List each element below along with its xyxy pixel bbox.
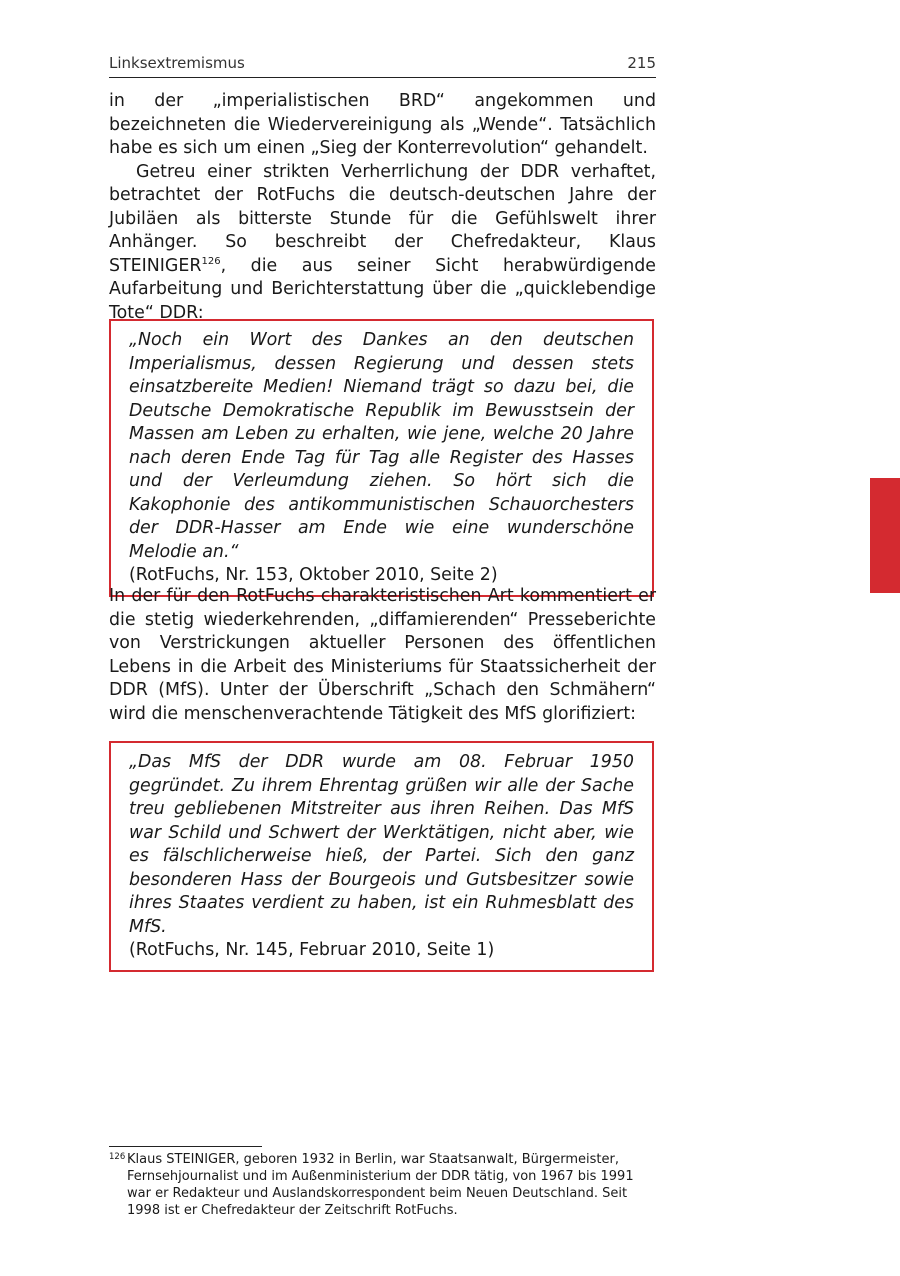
quote-box-2: [109, 741, 654, 972]
footnote-text: Klaus STEINIGER, geboren 1932 in Berlin, war Staatsanwalt, Bürgermeister, Fernsehjournalist und im Außenministerium der DDR tätig, von 1967 bis 1991 war er Redakteur und Auslandskorrespondent beim Neuen Deutschland. Seit 1998 ist er Chefredakteur der Zeitschrift RotFuchs.: [127, 1152, 634, 1218]
quote-box-1: [109, 319, 654, 597]
body-text-top: [109, 90, 656, 325]
quote-text: „Das MfS der DDR wurde am 08. Februar 1950 gegründet. Zu ihrem Ehrentag grüßen wir alle der Sache treu gebliebenen Mitstreiter aus ihren Reihen. Das MfS war Schild und Schwert der Werktätigen, nicht aber, wie es fälschlicherweise hieß, der Partei. Sich den ganz besonderen Hass der Bourgeois und Gutsbesitzer sowie ihres Staates verdient zu haben, ist ein Ruhmesblatt des MfS.: [129, 752, 634, 937]
footnote-reference[interactable]: 126: [201, 255, 221, 267]
page-number: 215: [627, 54, 656, 72]
footnote-number: 126: [109, 1152, 126, 1162]
footnote-rule: [109, 1146, 262, 1147]
running-head-title: Linksextremismus: [109, 54, 245, 72]
paragraph-continuation: in der „imperialistischen BRD“ angekommen und bezeichneten die Wiedervereinigung als „Wende“. Tatsächlich habe es sich um einen „Sieg der Konterrevolution“ gehandelt.: [109, 91, 656, 158]
quote-source: (RotFuchs, Nr. 153, Oktober 2010, Seite 2): [129, 565, 498, 585]
quote-text: „Noch ein Wort des Dankes an den deutschen Imperialismus, dessen Regierung und dessen stets einsatzbereite Medien! Niemand trägt so dazu bei, die Deutsche Demokratische Republik im Bewusstsein der Massen am Leben zu erhalten, wie jene, welche 20 Jahre nach deren Ende Tag für Tag alle Register des Hasses und der Verleumdung ziehen. So hört sich die Kakophonie des antikommunistischen Schauorchesters der DDR-Hasser am Ende wie eine wunderschöne Melodie an.“: [129, 330, 634, 562]
paragraph-steiniger-text-end: , die aus seiner Sicht herabwürdigende Aufarbeitung und Berichterstattung über die „quicklebendige Tote“ DDR:: [109, 255, 656, 323]
paragraph-mfs: In der für den RotFuchs charakteristischen Art kommentiert er die stetig wiederkehrenden, „diffamierenden“ Presseberichte von Verstrickungen aktueller Personen des öffentlichen Lebens in die Arbeit des Ministeriums für Staatssicherheit der DDR (MfS). Unter der Überschrift „Schach den Schmähern“ wird die menschenverachtende Tätigkeit des MfS glorifiziert:: [109, 586, 656, 724]
body-text-middle: [109, 585, 656, 726]
paragraph-steiniger-text: Getreu einer strikten Verherrlichung der DDR verhaftet, betrachtet der RotFuchs die deutsch-deutschen Jahre der Jubiläen als bitterste Stunde für die Gefühlswelt ihrer Anhänger. So beschreibt der Chefredakteur, Klaus STEINIGER: [109, 161, 656, 276]
footnote: [109, 1151, 656, 1219]
chapter-thumb-tab: [870, 478, 900, 593]
paragraph-steiniger: [109, 161, 656, 326]
quote-source: (RotFuchs, Nr. 145, Februar 2010, Seite 1): [129, 940, 495, 960]
running-header: [109, 52, 656, 78]
